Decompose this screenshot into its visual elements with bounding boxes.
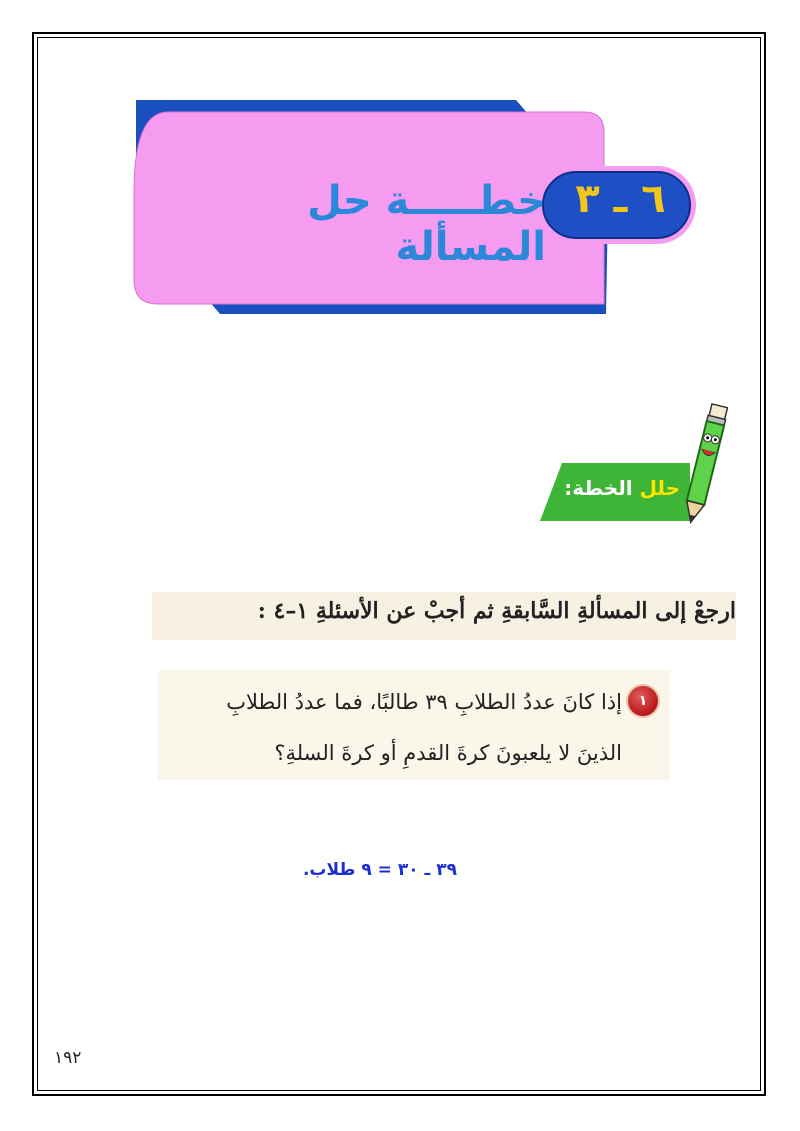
plan-tag-word-analyze: حلل bbox=[639, 476, 680, 500]
page-number: ١٩٢ bbox=[54, 1048, 82, 1068]
lesson-title: خطـــــة حل المسألة bbox=[307, 178, 546, 270]
plan-tag-label bbox=[548, 476, 680, 500]
question-line-1: إذا كانَ عددُ الطلابِ ٣٩ طالبًا، فما عددُ الطلابِ bbox=[226, 690, 622, 714]
plan-tag-word-plan: الخطة: bbox=[564, 476, 633, 500]
lesson-number: ٦ ـ ٣ bbox=[575, 176, 666, 222]
question-line-2: الذينَ لا يلعبونَ كرةَ القدمِ أو كرةَ السلةِ؟ bbox=[274, 741, 622, 765]
pencil-mascot-icon bbox=[682, 400, 728, 530]
lesson-title-banner bbox=[128, 96, 708, 318]
question-number: ١ bbox=[638, 693, 648, 709]
instruction-text: ارجعْ إلى المسألةِ السَّابقةِ ثم أجبْ عن الأسئلةِ ١–٤ : bbox=[257, 598, 736, 624]
answer-text: ٣٩ ـ ٣٠ = ٩ طلاب. bbox=[302, 860, 458, 880]
question-number-badge bbox=[628, 686, 658, 716]
